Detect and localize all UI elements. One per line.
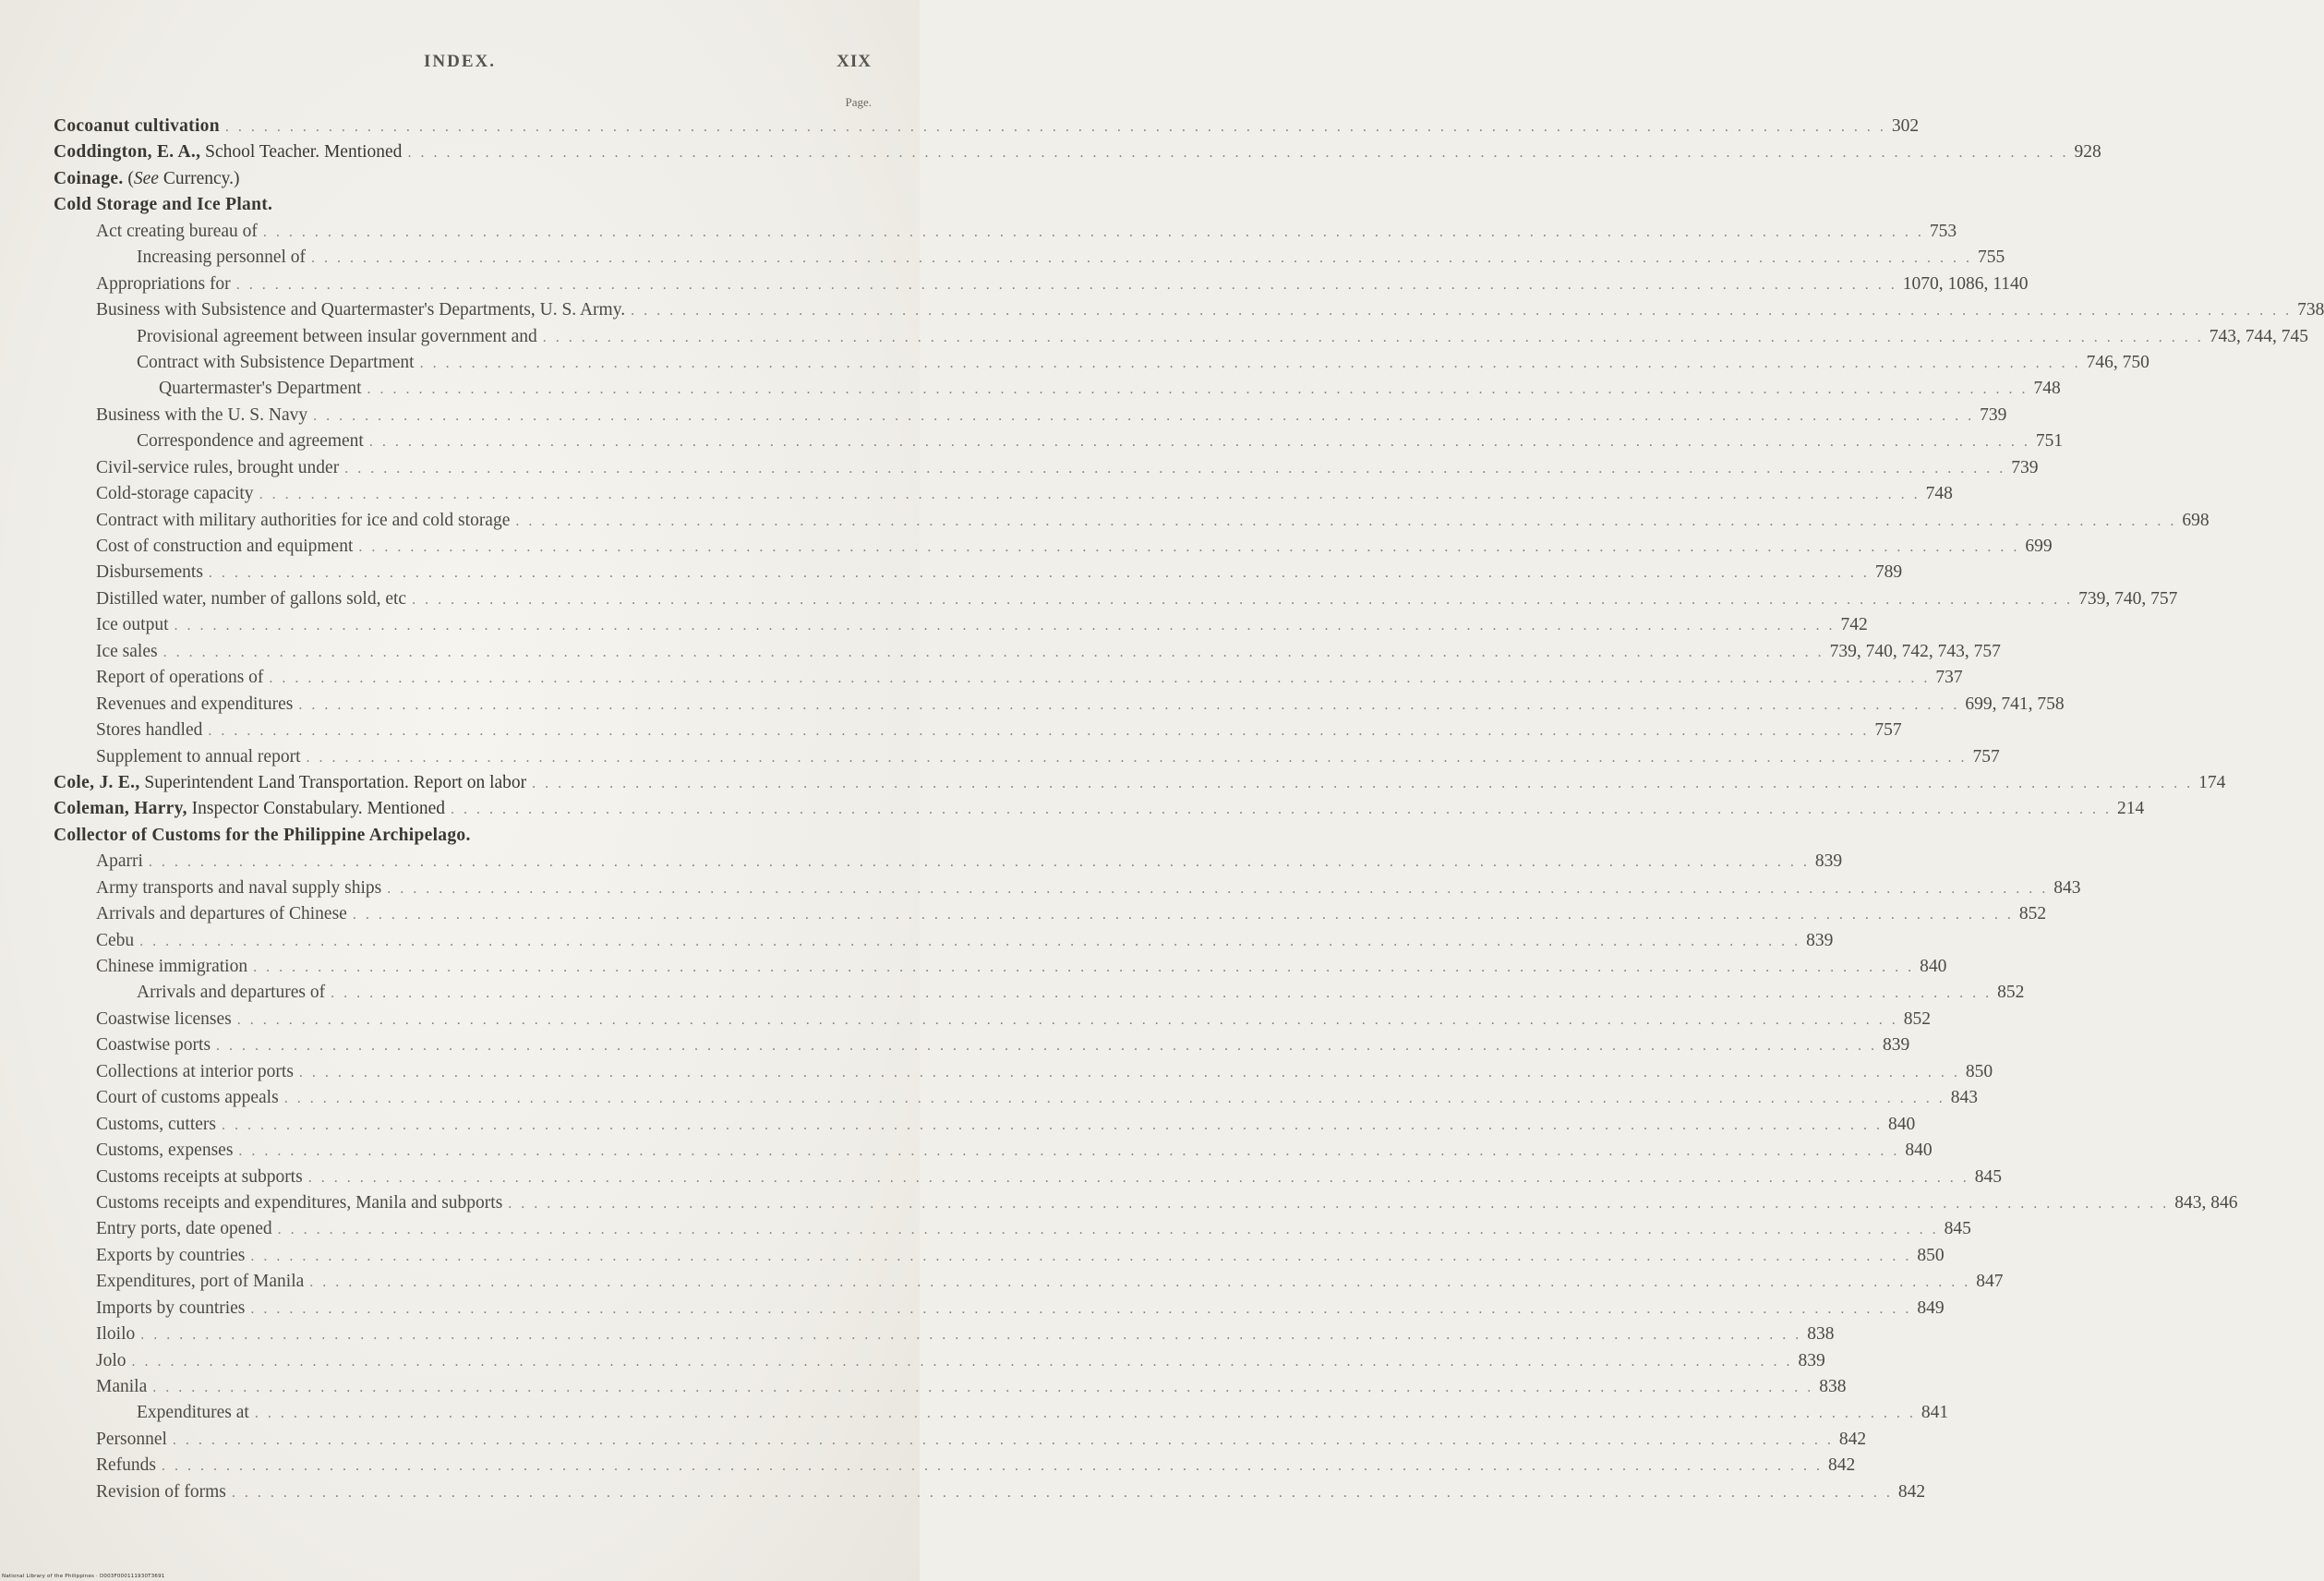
entry-text [137, 1400, 249, 1426]
entry-description: Cold-storage capacity [96, 484, 254, 504]
entry-page-refs: 839 [1806, 930, 1834, 950]
entry-text [96, 718, 202, 743]
entry-page-refs: 698 [2182, 510, 2210, 530]
entry-description: Contract with Subsistence Department [137, 352, 415, 372]
index-subentry [54, 1216, 1971, 1242]
dot-leader [163, 640, 1824, 666]
entry-page-refs: 842 [1897, 1481, 1926, 1502]
index-heading-entry [54, 823, 873, 849]
entry-description: Inspector Constabulary. Mentioned [191, 799, 446, 819]
entry-description: Supplement to annual report [96, 746, 301, 766]
entry-text [54, 139, 402, 165]
entry-text [96, 849, 143, 875]
entry-page-refs: 699, 741, 758 [1965, 694, 2065, 714]
index-subentry [54, 1059, 1993, 1085]
entry-description: Personnel [96, 1429, 167, 1449]
entry-description: Army transports and naval supply ships [96, 877, 382, 898]
entry-page-refs: 840 [1905, 1140, 1933, 1161]
dot-leader [407, 140, 2068, 166]
dot-leader [313, 404, 1974, 429]
entry-text [96, 1374, 147, 1400]
entry-description: Increasing personnel of [137, 247, 307, 268]
entry-description: Manila [96, 1377, 148, 1396]
index-subentry [54, 665, 1963, 691]
entry-text [96, 1112, 216, 1138]
entry-description: Jolo [96, 1350, 126, 1370]
dot-leader [543, 325, 2204, 351]
entry-heading: Coddington, E. A., [54, 142, 201, 163]
entry-page-refs: 842 [1828, 1455, 1856, 1476]
entry-text [54, 114, 220, 139]
dot-leader [216, 1033, 1877, 1059]
entry-page-refs: 842 [1838, 1429, 1867, 1449]
index-subentry [54, 692, 2065, 718]
entry-description: Cebu [96, 930, 135, 950]
dot-leader [253, 955, 1914, 981]
entry-page-refs: 738 [2297, 300, 2324, 320]
entry-page-refs: 753 [1929, 221, 1957, 241]
dot-leader [451, 797, 2112, 823]
dot-leader [420, 351, 2081, 377]
entry-description: (See Currency.) [127, 168, 240, 188]
entry-text [96, 1165, 303, 1190]
index-subentry [54, 297, 2324, 323]
entry-page-refs: 757 [1972, 746, 2000, 766]
entry-heading: Cole, J. E., [54, 772, 140, 792]
dot-leader [515, 509, 2176, 535]
entry-page-refs: 852 [2018, 904, 2047, 924]
entry-description: Superintendent Land Transportation. Report on labor [144, 772, 527, 792]
entry-page-refs: 839 [1883, 1035, 1910, 1056]
entry-description: Disbursements [96, 562, 203, 583]
entry-description: Expenditures, port of Manila [96, 1272, 305, 1292]
entry-text [96, 954, 247, 980]
dot-leader [369, 429, 2030, 455]
index-subentry [54, 1190, 2238, 1216]
index-subentry [54, 586, 2178, 612]
entry-description: Exports by countries [96, 1245, 246, 1265]
index-subentry [54, 324, 2308, 350]
entry-page-refs: 755 [1978, 247, 2005, 268]
entry-description: Distilled water, number of gallons sold, etc [96, 588, 407, 609]
index-subentry [54, 1007, 1932, 1032]
index-subentry [54, 1322, 1835, 1347]
index-subentry [54, 534, 2053, 560]
dot-leader [344, 456, 2005, 482]
index-subentry [54, 849, 1843, 875]
index-subentry [54, 1269, 2004, 1295]
entry-text [96, 1059, 294, 1085]
index-subentry [54, 1453, 1856, 1478]
dot-leader [222, 1113, 1883, 1139]
index-subentry [54, 272, 2029, 297]
index-subentry [54, 1112, 1916, 1138]
entry-text [96, 1427, 167, 1453]
entry-page-refs: 840 [1920, 957, 1947, 976]
index-entries [54, 114, 2324, 1505]
entry-heading: Cold Storage and Ice Plant. [54, 195, 273, 215]
entry-page-refs: 843 [2053, 877, 2081, 898]
dot-leader [139, 929, 1800, 955]
entry-text [137, 428, 364, 454]
dot-leader [412, 587, 2073, 613]
entry-page-refs: 739 [1980, 404, 2007, 425]
entry-description: Arrivals and departures of Chinese [96, 904, 347, 924]
dot-leader [358, 535, 2019, 561]
entry-description: Stores handled [96, 720, 203, 741]
entry-text [137, 245, 306, 271]
dot-leader [208, 718, 1869, 744]
index-heading-entry [54, 166, 873, 192]
dot-leader [132, 1349, 1793, 1375]
dot-leader [278, 1217, 1939, 1243]
entry-page-refs: 174 [2198, 772, 2226, 792]
entry-text [96, 1190, 502, 1216]
dot-leader [298, 693, 1959, 718]
entry-page-refs: 739, 740, 742, 743, 757 [1829, 641, 2001, 661]
entry-page-refs: 789 [1874, 562, 1903, 583]
dot-leader [162, 1454, 1823, 1479]
entry-text [54, 823, 471, 849]
index-heading-entry [54, 139, 2101, 165]
entry-page-refs: 847 [1976, 1272, 2004, 1292]
entry-page-refs: 302 [1891, 116, 1920, 136]
entry-description: Report of operations of [96, 668, 264, 688]
entry-text [96, 875, 381, 901]
entry-text [137, 350, 415, 376]
entry-description: Refunds [96, 1455, 156, 1476]
entry-description: Revenues and expenditures [96, 694, 294, 714]
entry-description: Imports by countries [96, 1297, 246, 1318]
entry-text [96, 297, 625, 323]
entry-description: Ice sales [96, 641, 158, 661]
entry-page-refs: 850 [1965, 1061, 1993, 1081]
dot-leader [238, 1139, 1899, 1165]
dot-leader [269, 666, 1930, 692]
entry-description: Business with the U. S. Navy [96, 404, 308, 425]
entry-page-refs: 751 [2035, 431, 2064, 452]
entry-page-refs: 838 [1807, 1324, 1835, 1345]
entry-text [54, 796, 445, 822]
entry-text [159, 376, 362, 402]
entry-page-refs: 746, 750 [2086, 352, 2149, 372]
dot-leader [387, 876, 2048, 902]
dot-leader [250, 1244, 1911, 1270]
entry-text [96, 1348, 126, 1374]
entry-description: Appropriations for [96, 273, 231, 294]
entry-page-refs: 737 [1935, 668, 1963, 688]
dot-leader [284, 1086, 1945, 1112]
entry-heading: Coleman, Harry, [54, 799, 187, 819]
entry-page-refs: 849 [1917, 1297, 1945, 1318]
entry-description: Contract with military authorities for ice and cold storage [96, 510, 511, 530]
entry-description: Cost of construction and equipment [96, 537, 354, 556]
dot-leader [307, 745, 1968, 771]
entry-text [96, 744, 301, 770]
entry-text [96, 1296, 245, 1322]
index-subentry [54, 376, 2061, 402]
dot-leader [232, 1480, 1893, 1506]
dot-leader [236, 272, 1897, 298]
page-number: XIX [837, 52, 872, 71]
entry-text [96, 508, 510, 534]
page-title: INDEX. [424, 52, 496, 71]
entry-page-refs: 839 [1814, 851, 1843, 872]
entry-text [96, 1138, 233, 1164]
dot-leader [149, 850, 1810, 875]
entry-page-refs: 852 [1903, 1008, 1932, 1029]
entry-description: Aparri [96, 851, 143, 872]
entry-text [96, 455, 339, 481]
entry-page-refs: 928 [2074, 142, 2101, 163]
entry-description: Customs, expenses [96, 1140, 234, 1161]
dot-leader [311, 246, 1972, 272]
index-subentry [54, 1138, 1933, 1164]
dot-leader [225, 115, 1886, 140]
entry-text [96, 1243, 245, 1269]
index-subentry [54, 1032, 1910, 1058]
entry-page-refs: 748 [2033, 379, 2061, 399]
index-subentry [54, 1374, 1847, 1400]
entry-text [96, 219, 258, 245]
entry-text [96, 272, 231, 297]
entry-text [96, 534, 353, 560]
entry-page-refs: 845 [1974, 1166, 2002, 1187]
entry-text [96, 481, 254, 507]
entry-text [54, 166, 240, 192]
index-subentry [54, 954, 1947, 980]
index-subentry [54, 612, 1868, 638]
index-heading-entry [54, 796, 2145, 822]
index-subentry [54, 928, 1834, 954]
index-heading-entry [54, 192, 873, 218]
index-subentry [54, 560, 1903, 585]
entry-page-refs: 214 [2117, 799, 2145, 819]
entry-text [96, 928, 134, 954]
entry-text [54, 770, 526, 796]
entry-page-refs: 841 [1921, 1403, 1949, 1423]
entry-description: Collections at interior ports [96, 1061, 294, 1081]
index-subentry [54, 980, 2025, 1006]
entry-description: Coastwise ports [96, 1035, 211, 1056]
entry-description: Customs receipts and expenditures, Manila and subports [96, 1192, 503, 1213]
entry-description: Correspondence and agreement [137, 431, 364, 452]
entry-text [96, 403, 307, 428]
dot-leader [255, 1401, 1916, 1427]
index-subentry [54, 403, 2007, 428]
entry-description: Entry ports, date opened [96, 1219, 272, 1239]
entry-text [96, 639, 158, 665]
entry-page-refs: 852 [1997, 983, 2025, 1003]
index-subentry [54, 1085, 1978, 1111]
dot-leader [532, 771, 2193, 797]
entry-page-refs: 757 [1874, 720, 1902, 741]
entry-page-refs: 739 [2011, 457, 2039, 477]
entry-page-refs: 739, 740, 757 [2078, 588, 2178, 609]
entry-text [96, 1032, 211, 1058]
scan-footer: National Library of the Philippines · D003F000111930T3691 [2, 1574, 165, 1579]
dot-leader [353, 902, 2014, 928]
entry-description: Court of customs appeals [96, 1088, 279, 1108]
entry-page-refs: 845 [1944, 1219, 1971, 1239]
entry-description: Expenditures at [137, 1403, 249, 1423]
entry-text [96, 692, 293, 718]
entry-text [96, 901, 347, 927]
entry-text [96, 1269, 304, 1295]
dot-leader [367, 377, 2029, 403]
entry-page-refs: 840 [1888, 1114, 1916, 1134]
entry-page-refs: 843 [1950, 1088, 1978, 1108]
entry-heading: Collector of Customs for the Philippine Archipelago. [54, 825, 471, 845]
entry-page-refs: 699 [2025, 537, 2053, 556]
entry-heading: Cocoanut cultivation [54, 116, 220, 136]
entry-description: Chinese immigration [96, 957, 248, 976]
index-subentry [54, 901, 2047, 927]
entry-text [96, 1322, 135, 1347]
entry-heading: Coinage. [54, 168, 124, 188]
entry-page-refs: 839 [1798, 1350, 1825, 1370]
entry-text [54, 192, 272, 218]
index-subentry [54, 245, 2005, 271]
entry-text [96, 612, 169, 638]
entry-page-refs: 743, 744, 745 [2209, 326, 2308, 346]
dot-leader [237, 1008, 1898, 1033]
dot-leader [263, 220, 1924, 246]
dot-leader [209, 561, 1870, 586]
entry-description: Ice output [96, 615, 169, 635]
index-heading-entry [54, 114, 1920, 139]
entry-description: Act creating bureau of [96, 221, 258, 241]
entry-page-refs: 843, 846 [2174, 1192, 2238, 1213]
index-subentry [54, 508, 2210, 534]
index-subentry [54, 718, 1902, 743]
dot-leader [152, 1375, 1813, 1401]
index-subentry [54, 1479, 1926, 1505]
entry-page-refs: 838 [1819, 1377, 1847, 1396]
entry-text [137, 324, 537, 350]
entry-description: Customs receipts at subports [96, 1166, 303, 1187]
entry-description: School Teacher. Mentioned [205, 142, 403, 163]
entry-description: Civil-service rules, brought under [96, 457, 340, 477]
index-subentry [54, 350, 2149, 376]
index-subentry [54, 875, 2081, 901]
entry-description: Coastwise licenses [96, 1008, 232, 1029]
entry-description: Revision of forms [96, 1481, 226, 1502]
index-subentry [54, 481, 1953, 507]
page-column-label: Page. [845, 95, 872, 109]
entry-description: Customs, cutters [96, 1114, 216, 1134]
dot-leader [309, 1270, 1970, 1296]
entry-description: Arrivals and departures of [137, 983, 326, 1003]
index-subentry [54, 639, 2001, 665]
dot-leader [140, 1322, 1801, 1348]
running-head [0, 52, 920, 76]
index-heading-entry [54, 770, 2226, 796]
entry-text [96, 1216, 272, 1242]
index-subentry [54, 1400, 1949, 1426]
entry-text [96, 1007, 232, 1032]
entry-text [96, 560, 203, 585]
dot-leader [631, 298, 2292, 324]
dot-leader [308, 1165, 1969, 1191]
dot-leader [173, 1428, 1834, 1454]
entry-page-refs: 1070, 1086, 1140 [1902, 273, 2029, 294]
index-subentry [54, 1165, 2002, 1190]
index-subentry [54, 1348, 1825, 1374]
index-subentry [54, 744, 2000, 770]
index-subentry [54, 455, 2039, 481]
entry-text [96, 665, 263, 691]
dot-leader [331, 981, 1992, 1007]
index-subentry [54, 1243, 1945, 1269]
entry-description: Business with Subsistence and Quartermaster's Departments, U. S. Army. [96, 300, 626, 320]
dot-leader [175, 613, 1836, 639]
entry-text [96, 1479, 226, 1505]
dot-leader [250, 1297, 1911, 1322]
entry-text [137, 980, 325, 1006]
entry-description: Quartermaster's Department [159, 379, 362, 399]
index-subentry [54, 1296, 1945, 1322]
index-subentry [54, 1427, 1867, 1453]
dot-leader [508, 1191, 2169, 1217]
entry-description: Provisional agreement between insular government and [137, 326, 537, 346]
index-subentry [54, 219, 1957, 245]
dot-leader [299, 1060, 1960, 1086]
entry-page-refs: 748 [1925, 484, 1953, 504]
entry-page-refs: 742 [1840, 615, 1868, 635]
index-subentry [54, 428, 2064, 454]
dot-leader [259, 482, 1921, 508]
entry-text [96, 1085, 279, 1111]
entry-text [96, 586, 406, 612]
entry-text [96, 1453, 156, 1478]
entry-page-refs: 850 [1917, 1245, 1945, 1265]
entry-description: Iloilo [96, 1324, 136, 1345]
